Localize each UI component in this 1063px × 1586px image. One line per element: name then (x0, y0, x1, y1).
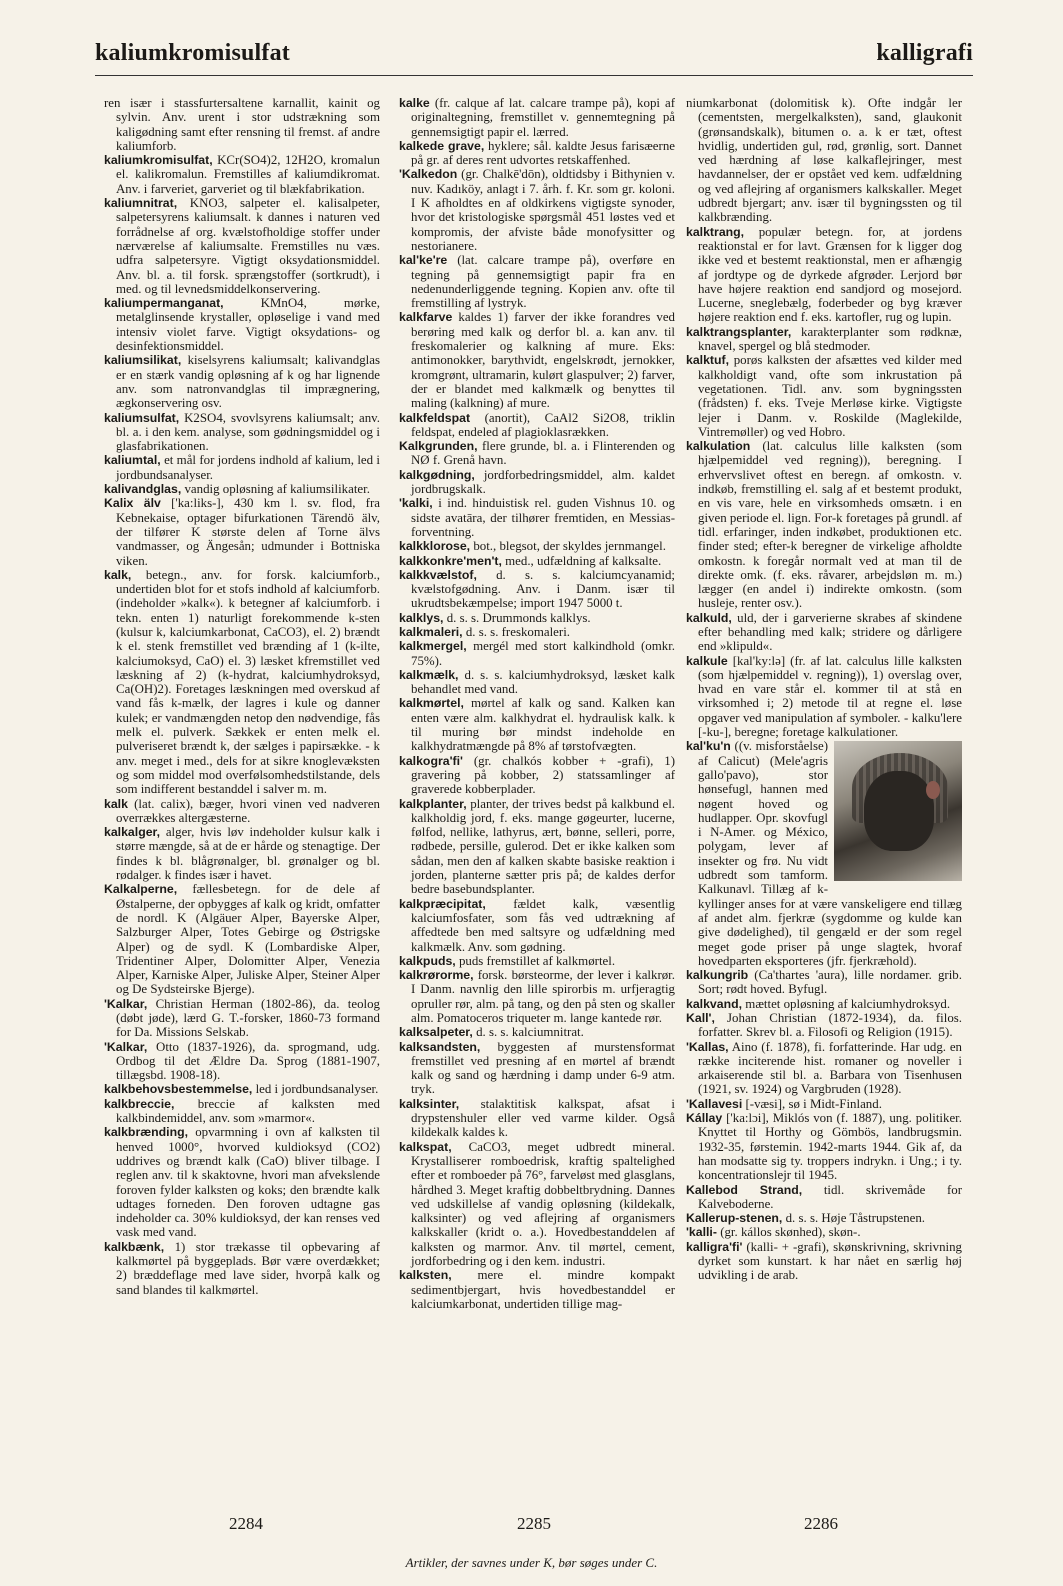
entry-definition: jordforbedringsmiddel, alm. kaldet jordbrugskalk. (411, 467, 675, 497)
entry-definition: niumkarbonat (dolomitisk k). Ofte indgår ler (cementsten, mergelkalksten), sand, glaukonit (grønsandskalk), bitumen o. a. k er tæt, oftest hvidlig, undertiden gul, rød, grønlig, sort. Dannet ved hærdning af løse kalkaflejringer, mest havdannelser, der er opstået ved kem. udfældning og ved aflejring af organismers kalkskaller. Meget udbredt bjergart; anv. især til bygningssten og til kalkbrænding. (686, 96, 962, 225)
entry-headword: kalke (399, 96, 430, 110)
entry-definition: Otto (1837-1926), da. sprogmand, udg. Ordbog til det Ældre Da. Sprog (1881-1907, tillægsbd. 1908-18). (116, 1039, 380, 1083)
entry-definition: alger, hvis løv indeholder kulsur kalk i større mængde, så at de er hårde og stenagtige. Der findes k bl. blågrønalger, bl. grønalger og bl. rødalger. k findes især i havet. (116, 825, 380, 883)
entry-headword: kalkalger, (104, 825, 161, 840)
dictionary-entry (399, 468, 675, 497)
dictionary-entry (399, 1140, 675, 1269)
dictionary-entry (686, 225, 962, 325)
entry-headword: kaliumsulfat, (104, 410, 180, 425)
entry-definition: Aino (f. 1878), fi. forfatterinde. Har udg. en række inciterende hist. romaner og noveller i arkaiserende stil bl. a. Barbara von Tisenhusen (1921, sv. 1924) og Vargbruden (1928). (698, 1039, 962, 1097)
entry-definition: 1) stor trækasse til opbevaring af kalkmørtel på byggeplads. Bør være overdækket; 2) bræddeflage med lave sider, hvorpå kalk og sand blandes til kalkmørtel. (116, 1239, 380, 1297)
entry-headword: Kalkgrunden, (399, 439, 478, 454)
entry-definition: tidl. skrivemåde for Kalveboderne. (698, 1182, 962, 1211)
column-3 (686, 96, 962, 1496)
entry-headword: kalkbænk, (104, 1239, 165, 1254)
entry-definition: ['ka:lɔi], Miklós von (f. 1887), ung. politiker. Knyttet til Horthy og Gömbös, landbrugsmin. 1932-35, førstemin. 1942-marts 1944. Gik af, da han modsatte sig ty. troppers indrykn. i Ung.; i ty. koncentrationslejr til 1945. (698, 1111, 962, 1183)
dictionary-entry (104, 96, 380, 153)
entry-definition: med., udfældning af kalksalte. (505, 553, 662, 568)
entry-headword: kalk (104, 796, 128, 811)
entry-headword: kalkkonkre'men't, (399, 553, 502, 568)
entry-headword: kalkrørorme, (399, 968, 474, 983)
entry-definition: (gr. Chalkē'dōn), oldtidsby i Bithynien v. nuv. Kadıköy, anlagt i 7. årh. f. Kr. som gr. koloni. I K afholdtes en af oldkirkens vigtigste synoder, hvor det kristologiske spørgsmål 451 løstes ved et kompromis, der afviste både monofysitter og nestorianere. (411, 167, 675, 253)
dictionary-entry (104, 196, 380, 296)
entry-headword: Kall', (686, 1011, 715, 1025)
entry-definition: (gr. kállos skønhed), skøn-. (720, 1225, 861, 1240)
header-rule (95, 75, 973, 76)
dictionary-entry (686, 1097, 962, 1111)
entry-headword: kalkbehovsbestemmelse, (104, 1082, 253, 1097)
entry-headword: kalkgødning, (399, 467, 475, 482)
dictionary-entry (686, 997, 962, 1011)
entry-headword: kalk, (104, 567, 132, 582)
entry-headword: kalkede grave, (399, 138, 485, 153)
entry-headword: kalkkvælstof, (399, 567, 477, 582)
dictionary-entry (399, 139, 675, 168)
entry-definition: d. s. s. Høje Tåstrupstenen. (785, 1211, 925, 1226)
entry-headword: kalkpuds, (399, 953, 456, 968)
dictionary-entry (104, 1097, 380, 1126)
dictionary-entry (686, 353, 962, 439)
dictionary-entry (104, 153, 380, 196)
dictionary-entry (686, 654, 962, 740)
entry-definition: [kal'ky:lə] (fr. af lat. calculus lille kalksten (som hjælpemiddel v. regning)), 1) overslag over, hvad en vare står el. kommer til at stå en virksomhed i; 2) metode til at regne el. løse opgaver ved manipulation af symboler. - kalku'lere [-ku-], beregne; foretage kalkulationer. (698, 653, 962, 740)
entry-headword: 'Kallas, (686, 1039, 729, 1054)
entry-definition: ((v. misforståelse) af Calicut) (Mele'agris gallo'pavo), stor hønsefugl, hannen med nøgent hoved og hudlapper. Opr. skovfugl i N-Amer. og México, polygam, lever af insekter og frø. Nu vidt udbredt som tamform. Kalkunavl. Tillæg af k-kyllinger anses for at være vanskeligere end tillæg af andet alm. fjerkræ (sygdomme og kulde kan give dødelighed), til gengæld er der som regel meget gode priser på unge slagtek, hvoraf hovedparten eksporteres (jfr. fjerkræhold). (698, 739, 962, 968)
entry-headword: kalktrang, (686, 224, 745, 239)
entry-definition: betegn., anv. for forsk. kalciumforb., undertiden blot for et stofs indhold af kalciumforb. (indeholder »kalk«). k betegner af kalciumforb. i tekn. enten 1) naturligt forekommende k-sten (kulsur k, kalciumkarbonat, CaCO3), el. 2) brændt k el. stenk fremstillet ved brænding af 1 (k-ilte, kalciumoksyd, CaO) el. 3) læsket kfremstillet ved læskning af 2) (k-hydrat, kalciumhydroksyd, Ca(OH)2). Foretages læskningen med overskud af vand fås k-mælk, der lagres i kule og danner kulek; er vandmængden netop den nødvendige, fås melk el. pulverk. Sækkek er enten melk el. pulveriseret brændt k, der sælges i papirsække. - k anv. meget i med., dels for at sikre knoglevæksten og som middel mod overfølsomhedstilstande, dels som indifferent bestanddel i salver m. m. (116, 567, 380, 797)
entry-headword: kalkspat, (399, 1139, 452, 1154)
entry-definition: fællesbetegn. for de dele af Østalperne, der opbygges af kalk og kridt, omfatter de nordl. K (Algäuer Alper, Bayerske Alper, Salzburger Alper, Totes Gebirge og Østrigske Alper) og de sydl. K (Lombardiske Alper, Tridentiner Alper, Dolomitter Alper, Venezia Alper, Karniske Alper, Juliske Alper, Steiner Alper og De Sydsteirske Bjerge). (116, 882, 380, 997)
dictionary-entry (399, 1097, 675, 1140)
entry-definition: kaldes 1) farver der ikke forandres ved berøring med kalk og derfor bl. a. kan anv. til freskomalerier og kalkning af mure. Eks: antimonokker, barythvidt, engelskrødt, jernokker, kromgrønt, ultramarin, kulørt glaspulver; 2) farver, der er blandet med kalkmælk og benyttes til maling (kalkning) af mure. (411, 310, 675, 411)
entry-headword: kalkklorose, (399, 539, 471, 554)
entry-definition: i ind. hinduistisk rel. guden Vishnus 10. og sidste avatāra, der tilhører fremtiden, en Messias-forventning. (411, 496, 675, 539)
entry-definition: breccie af kalksten med kalkbindemiddel, anv. som »marmor«. (116, 1096, 380, 1126)
entry-headword: kalivandglas, (104, 482, 182, 497)
dictionary-entry (104, 997, 380, 1040)
entry-headword: kalksinter, (399, 1096, 460, 1111)
entry-definition: Johan Christian (1872-1934), da. filos. forfatter. Skrev bl. a. Filosofi og Religion (1915). (698, 1011, 962, 1040)
entry-headword: 'Kalkar, (104, 996, 148, 1011)
dictionary-entry (399, 625, 675, 639)
entry-headword: kaliumpermanganat, (104, 296, 224, 311)
entry-definition: (lat. calculus lille kalksten (som hjælpemiddel ved regning)), beregning. I erhvervslivet oftest en beregn. af omkostn. v. indkøb, fremstilling el. salg af et bestemt produkt, en vis vare, hele en virksomheds omsætn. i en given periode el. lign. For-k foretages på grundl. af tidl. erfaringer, inden indkøbet, produktionen etc. finder sted; efter-k beregner de virkelige afholdte omkostn. k foregår normalt ved at man til de direkte omk. (f. eks. råvarer, arbejdsløn m. m.) lægger (en andel i) indirekte omkostn. (som husleje, renter osv.). (698, 439, 962, 611)
dictionary-entry (686, 1211, 962, 1225)
entry-headword: kalktuf, (686, 353, 730, 368)
entry-definition: CaCO3, meget udbredt mineral. Krystalliserer romboedrisk, kraftig spaltelighed efter et romboeder på 76°, farveløst med glasglans, hårdhed 3. Meget kraftig dobbeltbrydning. Dannes ved udskillelse af vandig opløsning (kildekalk, kalksinter) og ved aflejring af organismers kalkskaller (kridt o. a.). Hovedbestanddelen af kalksten og marmor. Anv. til mørtel, cement, jordforbedring og i den kem. industri. (411, 1139, 675, 1269)
dictionary-entry (399, 668, 675, 697)
dictionary-entry (399, 96, 675, 139)
entry-headword: kalklys, (399, 610, 444, 625)
entry-definition: karakterplanter som rødknæ, knavel, spergel og blå stedmoder. (698, 324, 962, 354)
running-head-left: kaliumkromisulfat (95, 40, 290, 66)
entry-headword: kaliumkromisulfat, (104, 153, 213, 168)
dictionary-entry (104, 1082, 380, 1096)
entry-headword: Kallerup-stenen, (686, 1211, 783, 1226)
entry-definition: led i jordbundsanalyser. (255, 1082, 379, 1097)
dictionary-entry (104, 1125, 380, 1239)
column-1 (104, 96, 380, 1496)
entry-definition: populær betegn. for, at jordens reaktionstal er for lavt. Grænsen for k ligger dog ikke ved et bestemt reaktionstal, men er afhængig af jordtype og de dyrkede afgrøder. Lerjord bør have højere reaktion end sandjord og mosejord. Lucerne, sneglebælg, foderbeder og byg kræver højere reaktion end f. eks. kartofler, rug og lupin. (698, 224, 962, 325)
entry-headword: 'kalli- (686, 1225, 717, 1240)
entry-definition: (fr. calque af lat. calcare trampe på), kopi af originaltegning, fremstillet v. gennemtegning på gennemsigtigt papir el. lærred. (411, 96, 675, 139)
dictionary-entry (686, 1240, 962, 1283)
dictionary-entry (686, 1040, 962, 1097)
dictionary-entry (399, 954, 675, 968)
entry-headword: kalkfeldspat (399, 410, 471, 425)
dictionary-entry (686, 325, 962, 354)
entry-definition: planter, der trives bedst på kalkbund el. kalkholdig jord, f. eks. mange gøgeurter, lucerne, følfod, nellike, lathyrus, ært, bønne, selleri, porre, rødbede, persille, gulerod. Det er ikke kalken som sådan, men den af kalken skabte basiske reaktion i jorden, planterne sætter pris på; de kaldes derfor bedre basebundsplanter. (411, 796, 675, 897)
entry-definition: (kalli- + -grafi), skønskrivning, skrivning dyrket som kunstart. k har nået en særlig høj udvikling i de arab. (698, 1239, 962, 1283)
dictionary-entry (104, 797, 380, 826)
entry-definition: ren især i stassfurtersaltene karnallit, kainit og sylvin. Anv. urent i stor udstrækning som kaligødning samt efter rensning til fremst. af andre kaliumforb. (104, 96, 380, 153)
entry-definition: mergél med stort kalkindhold (omkr. 75%). (411, 639, 675, 668)
entry-headword: Kallebod Strand, (686, 1182, 803, 1197)
entry-definition: mættet opløsning af kalciumhydroksyd. (745, 996, 951, 1011)
entry-definition: kiselsyrens kaliumsalt; kalivandglas er en stærk vandig opløsning af k og har lignende anv. som natronvandglas til imprægnering, ægkonservering osv. (116, 353, 380, 411)
page-number-1: 2284 (229, 1514, 263, 1533)
entry-headword: kalkpræcipitat, (399, 896, 486, 911)
dictionary-entry (399, 1040, 675, 1097)
running-head-right: kalligrafi (876, 40, 973, 66)
dictionary-entry (399, 411, 675, 440)
dictionary-entry (399, 554, 675, 568)
entry-definition: opvarmning i ovn af kalksten til henved 1000°, hvorved kuldioksyd (CO2) uddrives og brændt kalk (CaO) bliver tilbage. I reglen anv. til k skaktovne, hvori man afvekslende foroven fylder kalksten og koks; den brændte kalk udtages forneden. Den foroven udtagne gas indeholder ca. 30% kuldioksyd, der kan renses ved vask med vand. (116, 1125, 380, 1240)
entry-definition: (lat. calcare trampe på), overføre en tegning på gennemsigtigt papir fra en nedenunderliggende tegning. Kopien anv. ofte til fremstilling af lystryk. (411, 253, 675, 311)
entry-definition: [-væsi], sø i Midt-Finland. (745, 1096, 882, 1111)
entry-definition: puds fremstillet af kalkmørtel. (458, 953, 616, 968)
dictionary-entry (686, 96, 962, 225)
dictionary-entry (686, 968, 962, 997)
entry-definition: et mål for jordens indhold af kalium, led i jordbundsanalyser. (116, 453, 380, 482)
dictionary-entry (104, 825, 380, 882)
entry-headword: kalkvand, (686, 996, 743, 1011)
entry-definition: hyklere; sål. kaldte Jesus farisæerne på gr. af deres rent udvortes retskaffenhed. (411, 138, 675, 168)
entry-definition: d. s. s. freskomaleri. (465, 624, 571, 639)
entry-headword: Kalix älv (104, 496, 161, 511)
entry-headword: kalkmergel, (399, 639, 467, 654)
dictionary-entry (399, 968, 675, 1025)
dictionary-entry (399, 167, 675, 253)
dictionary-entry (104, 496, 380, 567)
entry-headword: kalkogra'fi' (399, 753, 463, 768)
entry-definition: d. s. s. kalciumcyanamid; kvælstofgødning. Anv. i Danm. især til ukrudtsbekæmpelse; import 1947 5000 t. (411, 567, 675, 611)
entry-definition: KCr(SO4)2, 12H2O, kromalun el. kalikromalun. Fremstilles af kaliumdikromat. Anv. i farveriet, garveriet og til blækfabrikation. (116, 153, 380, 196)
entry-headword: kaliumnitrat, (104, 196, 178, 211)
dictionary-entry (399, 568, 675, 611)
dictionary-entry (686, 1111, 962, 1182)
entry-definition: byggesten af murstensformat fremstillet ved presning af en mørtel af brændt kalk og sand og hærdning i damp under 6-9 atm. tryk. (411, 1039, 675, 1097)
dictionary-entry (104, 568, 380, 797)
entry-definition: d. s. s. Drummonds kalklys. (446, 610, 591, 625)
entry-headword: kalkuld, (686, 610, 732, 625)
dictionary-entry (399, 897, 675, 954)
footnote: Artikler, der savnes under K, bør søges under C. (405, 1555, 658, 1570)
column-2 (399, 96, 675, 1496)
entry-headword: Kállay (686, 1111, 723, 1126)
entry-headword: kal'ku'n (686, 739, 731, 754)
dictionary-entry (104, 411, 380, 454)
dictionary-entry (399, 539, 675, 553)
entry-headword: kalkungrib (686, 968, 749, 983)
entry-definition: porøs kalksten der afsættes ved kilder med kalkholdigt vand, ofte som inkrustation på vegetationen. Tidl. anv. som bygningssten (frådsten) f. eks. Tveje Merløse kirke. Vigtigste lejer i Danm. v. Roskilde (Maglekilde, Vintremøller) og ved Hobro. (698, 353, 962, 439)
entry-definition: K2SO4, svovlsyrens kaliumsalt; anv. bl. a. i den kem. analyse, som gødningsmiddel og i glasfabrikationen. (116, 410, 380, 454)
entry-definition: (Ca'thartes 'aura), lille nordamer. grib. Sort; rødt hoved. Byfugl. (698, 968, 962, 997)
entry-headword: 'Kallavesi (686, 1096, 743, 1111)
entry-headword: kaliumsilikat, (104, 353, 182, 368)
entry-definition: stalaktitisk kalkspat, afsat i drypstenshuler eller ved varme kilder. Også kildekalk kaldes k. (411, 1096, 675, 1140)
entry-definition: ['ka:liks-], 430 km l. sv. flod, fra Kebnekaise, optager bifurkationen Tärendö älv, der tilfører K største delen af Torne älvs vandmasser, og Ängesån; udmunder i Bottniska viken. (116, 496, 380, 568)
entry-definition: d. s. s. kalciumnitrat. (476, 1025, 584, 1040)
page-number-3: 2286 (804, 1514, 838, 1533)
entry-headword: kalkmørtel, (399, 696, 464, 711)
entry-definition: vandig opløsning af kaliumsilikater. (184, 482, 370, 497)
entry-headword: kalktrangsplanter, (686, 324, 792, 339)
entry-definition: bot., blegsot, der skyldes jernmangel. (473, 539, 666, 554)
dictionary-entry (104, 353, 380, 410)
dictionary-entry (104, 882, 380, 996)
entry-headword: kalkplanter, (399, 796, 467, 811)
dictionary-entry (104, 1040, 380, 1083)
dictionary-entry (686, 1011, 962, 1040)
entry-headword: kalksalpeter, (399, 1025, 473, 1040)
entry-definition: (anortit), CaAl2 Si2O8, triklin feldspat, endeled af plagioklasrækken. (411, 410, 675, 439)
entry-headword: kalkbreccie, (104, 1096, 175, 1111)
entry-definition: (gr. chalkós kobber + -grafi), 1) gravering på kobber, 2) statssamlinger af graverede kobberplader. (411, 753, 675, 797)
entry-headword: kalligra'fi' (686, 1239, 743, 1254)
dictionary-entry (104, 1240, 380, 1297)
dictionary-entry (399, 754, 675, 797)
dictionary-entry (686, 1225, 962, 1239)
entry-definition: KMnO4, mørke, metalglinsende krystaller, opløselige i vand med intensiv violet farve. Vigtigt oksydations- og desinfektionsmiddel. (116, 296, 380, 354)
entry-definition: flere grunde, bl. a. i Flinterenden og NØ f. Grenå havn. (411, 439, 675, 468)
entry-headword: Kalkalperne, (104, 882, 178, 897)
dictionary-entry (686, 611, 962, 654)
dictionary-entry (104, 296, 380, 353)
entry-headword: kalksten, (399, 1268, 452, 1283)
entry-headword: kalkulation (686, 439, 751, 454)
entry-definition: Christian Herman (1802-86), da. teolog (døbt jøde), lærd G. T.-forsker, 1860-73 formand for Da. Missions Selskab. (116, 996, 380, 1040)
dictionary-entry (399, 310, 675, 410)
dictionary-entry (686, 439, 962, 611)
entry-definition: mørtel af kalk og sand. Kalken kan enten være alm. kalkhydrat el. hydraulisk kalk. k til muring bør mindst indeholde en kalkhydratmængde på 8% af tørstofvægten. (411, 696, 675, 754)
entry-headword: kalkfarve (399, 310, 453, 325)
entry-headword: kalkbrænding, (104, 1125, 189, 1140)
dictionary-entry (399, 496, 675, 539)
dictionary-entry (399, 1268, 675, 1311)
entry-headword: kaliumtal, (104, 453, 161, 468)
turkey-photo (834, 741, 962, 881)
entry-headword: 'Kalkedon (399, 167, 458, 182)
entry-definition: KNO3, salpeter el. kalisalpeter, salpetersyrens kaliumsalt. k dannes i naturen ved forrådnelse af org. kvælstofholdige stoffer under nærværelse af kaliumsalte. Fremstilles nu væs. udfra salpetersyre. Vigtigt oksydationsmiddel. Anv. bl. a. til forsk. sprængstoffer (sortkrudt), i med. og til levnedsmiddelkonservering. (116, 196, 380, 296)
dictionary-entry (104, 482, 380, 496)
entry-definition: (lat. calix), bæger, hvori vinen ved nadveren overrækkes altergæsterne. (116, 796, 380, 825)
entry-headword: kalksandsten, (399, 1039, 481, 1054)
entry-definition: mere el. mindre kompakt sedimentbjergart, hvis hovedbestanddel er kalciumkarbonat, undertiden tillige mag- (411, 1268, 675, 1311)
dictionary-entry (399, 439, 675, 468)
entry-headword: kalkule (686, 653, 728, 668)
dictionary-entry (399, 696, 675, 753)
dictionary-entry (399, 797, 675, 897)
dictionary-entry (399, 253, 675, 310)
entry-headword: 'Kalkar, (104, 1039, 148, 1054)
entry-headword: kalkmælk, (399, 667, 459, 682)
entry-headword: kalkmaleri, (399, 624, 463, 639)
page-number-2: 2285 (517, 1514, 551, 1533)
entry-definition: fældet kalk, væsentlig kalciumfosfater, som fås ved udtrækning af affedtede ben med saltsyre og udfældning med kalkmælk. Anv. som gødning. (411, 896, 675, 954)
dictionary-entry (399, 1025, 675, 1039)
dictionary-entry (399, 611, 675, 625)
dictionary-entry (399, 639, 675, 668)
entry-definition: uld, der i garverierne skrabes af skindene efter behandling med kalk; stridere og dårligere end »klipuld«. (698, 610, 962, 654)
entry-headword: 'kalki, (399, 496, 433, 511)
dictionary-entry (686, 739, 962, 968)
dictionary-entry (686, 1183, 962, 1212)
dictionary-entry (104, 453, 380, 482)
entry-definition: d. s. s. kalciumhydroksyd, læsket kalk behandlet med vand. (411, 667, 675, 697)
entry-headword: kal'ke're (399, 253, 448, 268)
entry-definition: forsk. børsteorme, der lever i kalkrør. I Danm. navnlig den lille spirorbis m. urfjeragtig opruller rør, alm. på tang, og den på sten og skaller alm. Pomatoceros triqueter m. lange kantede rør. (411, 968, 675, 1025)
